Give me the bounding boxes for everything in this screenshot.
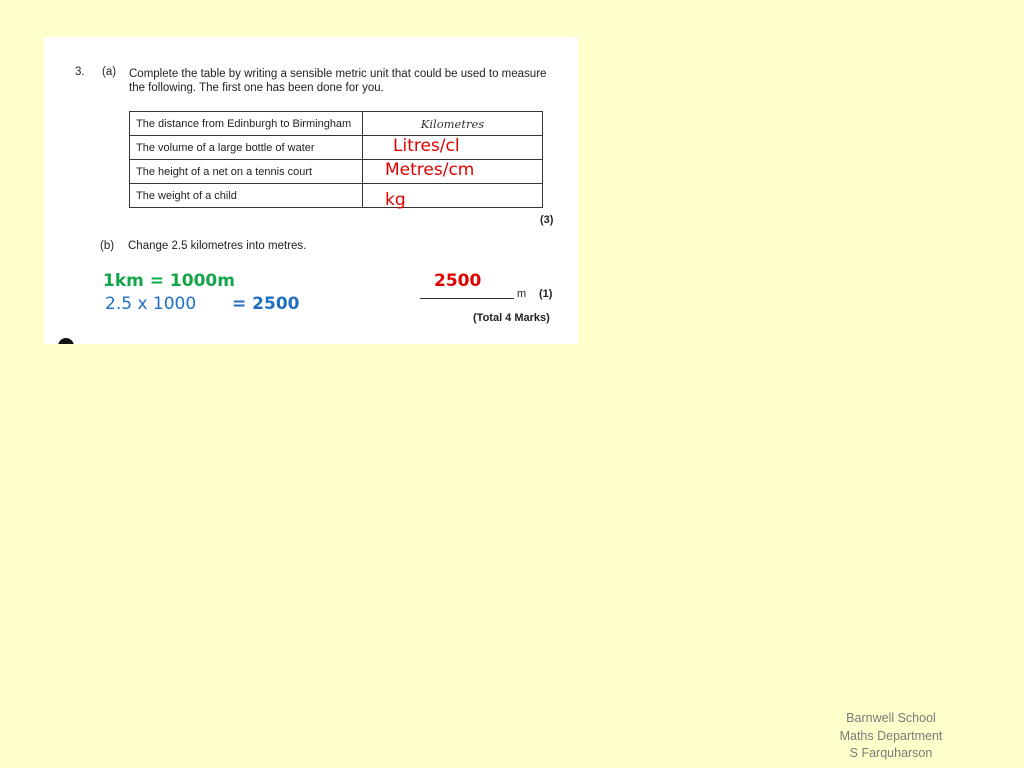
answer-unit: m (517, 288, 527, 300)
author-name: S Farquharson (849, 746, 933, 760)
working-conversion: 1km = 1000m (103, 271, 235, 291)
row-unit-cell (363, 112, 543, 136)
row-description: The height of a net on a tennis court (130, 160, 363, 184)
table-row (130, 112, 543, 136)
binding-hole (58, 338, 74, 344)
exam-question-scan (44, 37, 578, 344)
row-description: The weight of a child (130, 184, 363, 208)
working-multiplication: 2.5 x 1000 (105, 294, 197, 314)
answer-height: Metres/cm (385, 160, 475, 180)
answer-weight: kg (385, 190, 406, 210)
part-b-prompt: Change 2.5 kilometres into metres. (128, 240, 307, 252)
part-a-label: (a) (102, 66, 117, 78)
printed-unit: Kilometres (420, 116, 485, 131)
row-description: The volume of a large bottle of water (130, 136, 363, 160)
answer-volume: Litres/cl (393, 136, 460, 156)
part-b-answer: 2500 (434, 271, 482, 291)
part-b-marks: (1) (539, 288, 553, 300)
part-a-marks: (3) (540, 214, 554, 226)
answer-line (420, 298, 514, 299)
school-name: Barnwell School (846, 711, 936, 725)
part-a-prompt: Complete the table by writing a sensible metric unit that could be used to measure the following. The first one has been done for you. (129, 68, 547, 94)
working-result: = 2500 (232, 294, 300, 314)
question-number: 3. (75, 66, 85, 78)
row-description: The distance from Edinburgh to Birmingham (130, 112, 363, 136)
part-b-label: (b) (100, 240, 115, 252)
total-marks: (Total 4 Marks) (473, 312, 550, 324)
table-row (130, 160, 543, 184)
footer-credit (820, 710, 962, 763)
units-table (129, 111, 543, 208)
department-name: Maths Department (839, 728, 943, 743)
table-row (130, 184, 543, 208)
table-row (130, 136, 543, 160)
